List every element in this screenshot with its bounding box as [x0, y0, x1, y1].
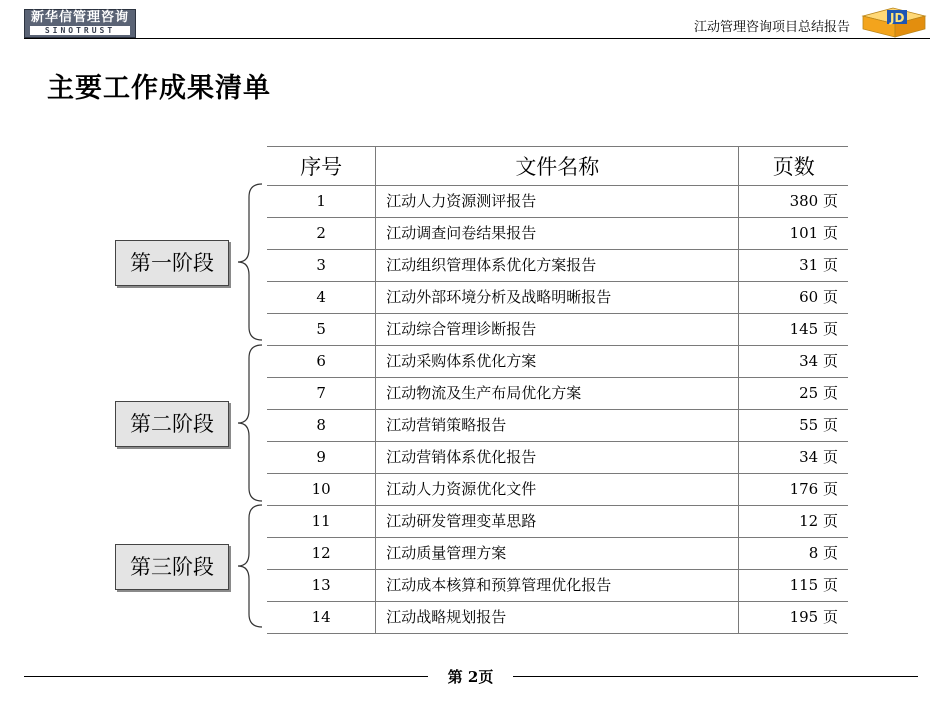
row-document-name: 江动战略规划报告 [376, 602, 739, 634]
row-document-name: 江动营销体系优化报告 [376, 442, 739, 474]
table-row [267, 506, 848, 538]
jd-cube-logo-icon [859, 6, 929, 38]
deliverables-table [267, 146, 848, 634]
row-number: 8 [267, 410, 376, 442]
row-document-name: 江动组织管理体系优化方案报告 [376, 250, 739, 282]
page-title: 主要工作成果清单 [47, 73, 271, 104]
row-document-name: 江动外部环境分析及战略明晰报告 [376, 282, 739, 314]
row-number: 13 [267, 570, 376, 602]
row-document-name: 江动成本核算和预算管理优化报告 [376, 570, 739, 602]
row-page-count: 55 页 [739, 410, 848, 442]
row-page-count: 31 页 [739, 250, 848, 282]
row-number: 4 [267, 282, 376, 314]
stage-3-brace [238, 505, 262, 627]
company-logo [24, 9, 136, 38]
row-number: 9 [267, 442, 376, 474]
table-row [267, 250, 848, 282]
table-row [267, 186, 848, 218]
row-page-count: 380 页 [739, 186, 848, 218]
row-document-name: 江动调查问卷结果报告 [376, 218, 739, 250]
row-number: 12 [267, 538, 376, 570]
row-page-count: 195 页 [739, 602, 848, 634]
footer-divider-right [513, 676, 918, 677]
table-row [267, 346, 848, 378]
row-document-name: 江动营销策略报告 [376, 410, 739, 442]
row-page-count: 115 页 [739, 570, 848, 602]
row-page-count: 8 页 [739, 538, 848, 570]
page-number: 第 2页 [447, 668, 494, 686]
stage-2-label: 第二阶段 [115, 401, 229, 447]
stage-1-label: 第一阶段 [115, 240, 229, 286]
row-number: 11 [267, 506, 376, 538]
row-page-count: 34 页 [739, 442, 848, 474]
column-header-number: 序号 [267, 147, 376, 186]
row-number: 3 [267, 250, 376, 282]
table-header-row [267, 147, 848, 186]
table-row [267, 218, 848, 250]
row-page-count: 145 页 [739, 314, 848, 346]
row-document-name: 江动研发管理变革思路 [376, 506, 739, 538]
row-number: 5 [267, 314, 376, 346]
stage-1-brace [238, 184, 262, 340]
row-page-count: 101 页 [739, 218, 848, 250]
column-header-document-name: 文件名称 [376, 147, 739, 186]
row-document-name: 江动综合管理诊断报告 [376, 314, 739, 346]
row-page-count: 60 页 [739, 282, 848, 314]
row-document-name: 江动人力资源优化文件 [376, 474, 739, 506]
row-number: 1 [267, 186, 376, 218]
table-row [267, 282, 848, 314]
footer-divider-left [24, 676, 428, 677]
row-number: 7 [267, 378, 376, 410]
stage-2-brace [238, 345, 262, 501]
logo-english-text: SINOTRUST [30, 26, 130, 35]
row-page-count: 176 页 [739, 474, 848, 506]
svg-text:JD: JD [890, 11, 905, 25]
row-document-name: 江动物流及生产布局优化方案 [376, 378, 739, 410]
report-title: 江动管理咨询项目总结报告 [693, 20, 850, 35]
row-number: 14 [267, 602, 376, 634]
row-page-count: 25 页 [739, 378, 848, 410]
table-row [267, 378, 848, 410]
table-row [267, 410, 848, 442]
logo-chinese-text: 新华信管理咨询 [30, 10, 129, 25]
table-row [267, 314, 848, 346]
stage-3-label: 第三阶段 [115, 544, 229, 590]
table-row [267, 602, 848, 634]
row-page-count: 34 页 [739, 346, 848, 378]
row-document-name: 江动质量管理方案 [376, 538, 739, 570]
row-page-count: 12 页 [739, 506, 848, 538]
table-row [267, 442, 848, 474]
header-divider [24, 38, 930, 39]
row-document-name: 江动人力资源测评报告 [376, 186, 739, 218]
table-row [267, 474, 848, 506]
column-header-page-count: 页数 [739, 147, 848, 186]
row-number: 2 [267, 218, 376, 250]
table-row [267, 570, 848, 602]
row-number: 10 [267, 474, 376, 506]
row-number: 6 [267, 346, 376, 378]
row-document-name: 江动采购体系优化方案 [376, 346, 739, 378]
table-row [267, 538, 848, 570]
